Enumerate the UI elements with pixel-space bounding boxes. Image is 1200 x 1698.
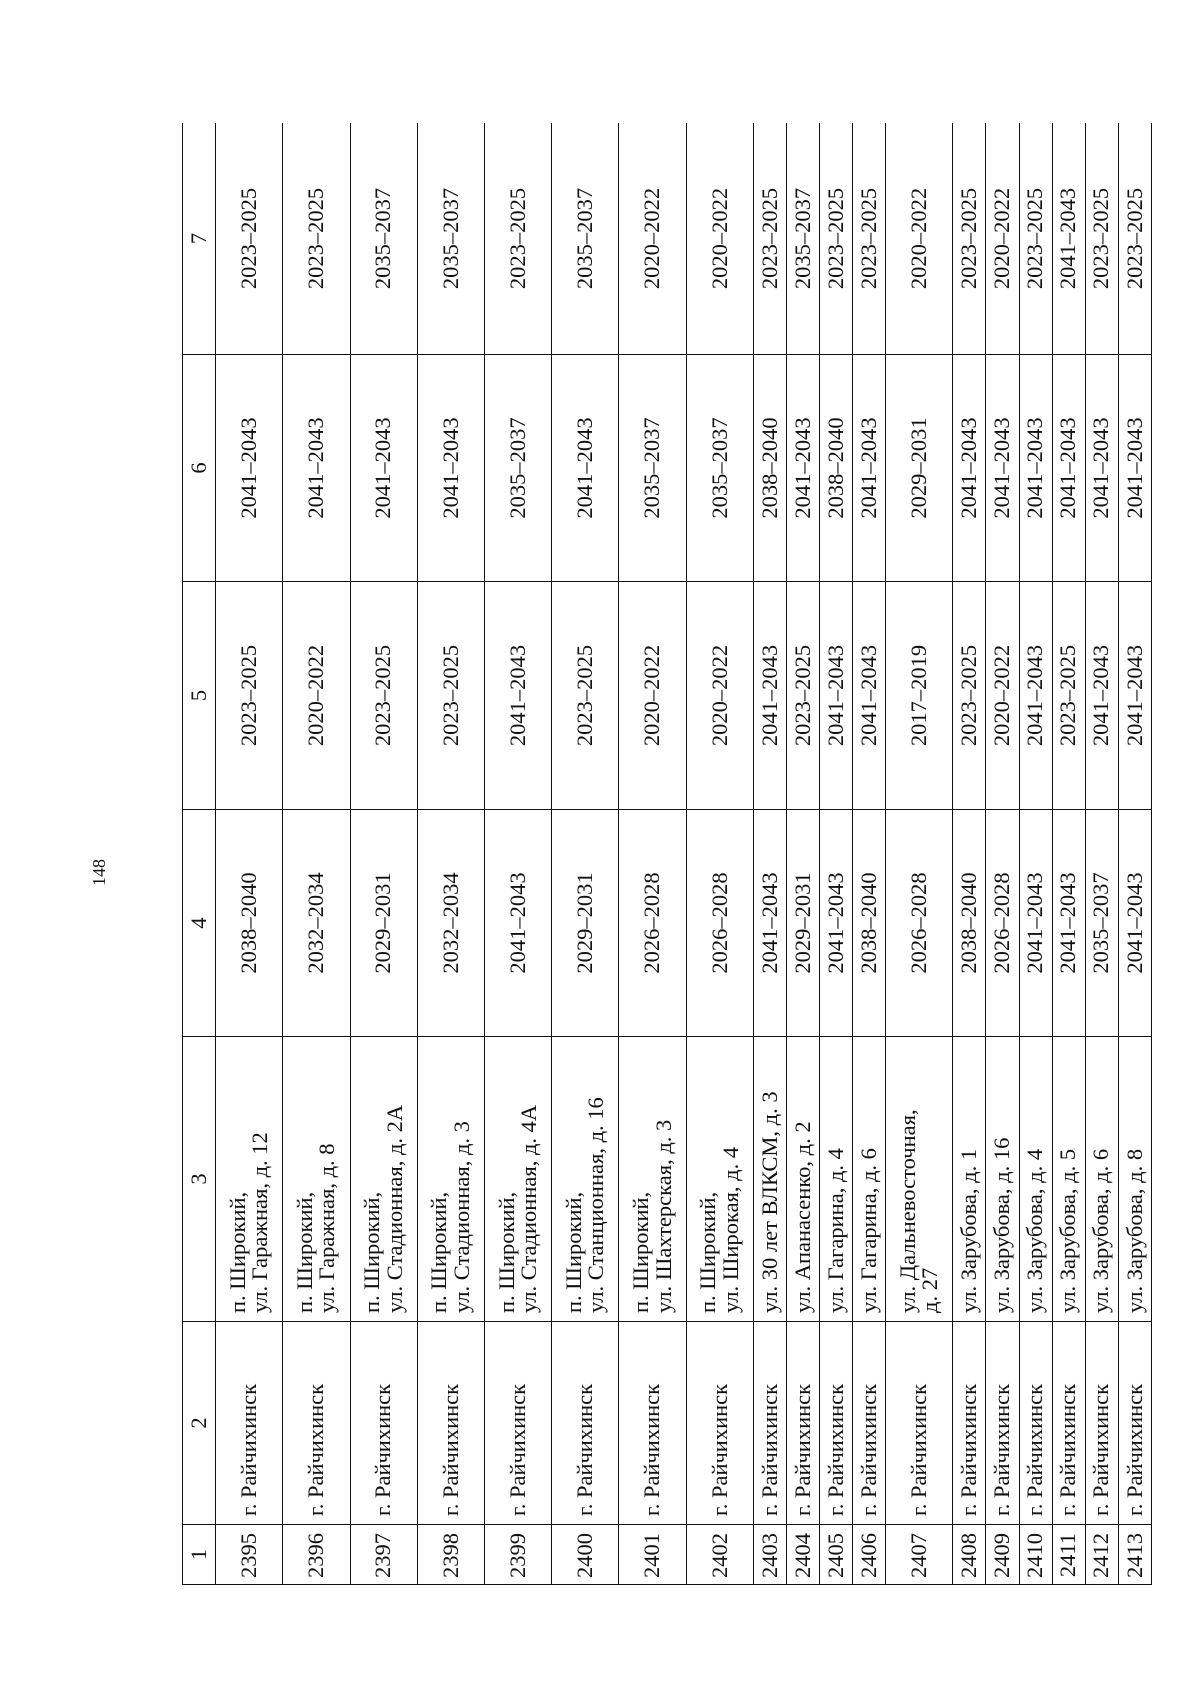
address-line: ул. Стадионная, д. 3 (448, 1121, 474, 1313)
period-cell-col7: 2020–2022 (619, 123, 686, 355)
row-number-cell: 2403 (753, 1525, 786, 1585)
period-cell-col4: 2041–2043 (1118, 810, 1151, 1037)
period-cell-col7: 2041–2043 (1052, 123, 1085, 355)
row-number-cell: 2408 (953, 1525, 986, 1585)
city-cell: г. Райчихинск (686, 1322, 753, 1525)
period-cell-col6: 2038–2040 (753, 355, 786, 582)
column-header: 5 (183, 582, 216, 810)
address-line: п. Широкий, (224, 1191, 250, 1313)
period-cell-col5: 2041–2043 (853, 582, 886, 810)
table-row (1052, 123, 1085, 1585)
row-number-cell: 2410 (1019, 1525, 1052, 1585)
address-line: ул. Гаражная, д. 8 (314, 1143, 340, 1313)
period-cell-col6: 2041–2043 (986, 355, 1019, 582)
period-cell-col7: 2035–2037 (350, 123, 417, 355)
address-cell (853, 1037, 886, 1322)
period-cell-col7: 2023–2025 (1085, 123, 1118, 355)
address-line: п. Широкий, (493, 1191, 519, 1313)
header-row (183, 123, 216, 1585)
city-cell: г. Райчихинск (886, 1322, 953, 1525)
column-header: 6 (183, 355, 216, 582)
period-cell-col4: 2029–2031 (350, 810, 417, 1037)
city-cell: г. Райчихинск (1019, 1322, 1052, 1525)
period-cell-col5: 2023–2025 (216, 582, 283, 810)
period-cell-col4: 2041–2043 (820, 810, 853, 1037)
row-number-cell: 2407 (886, 1525, 953, 1585)
city-cell: г. Райчихинск (619, 1322, 686, 1525)
row-number-cell: 2412 (1085, 1525, 1118, 1585)
period-cell-col5: 2023–2025 (417, 582, 484, 810)
table-row (1019, 123, 1052, 1585)
period-cell-col6: 2041–2043 (417, 355, 484, 582)
document-table-frame (182, 123, 1152, 1585)
table-row (485, 123, 552, 1585)
column-header: 3 (183, 1037, 216, 1322)
period-cell-col4: 2029–2031 (552, 810, 619, 1037)
row-number-cell: 2402 (686, 1525, 753, 1585)
address-line: п. Широкий, (560, 1191, 586, 1313)
period-cell-col7: 2020–2022 (986, 123, 1019, 355)
period-cell-col7: 2020–2022 (686, 123, 753, 355)
address-line: д. 27 (917, 1267, 943, 1313)
period-cell-col4: 2041–2043 (1019, 810, 1052, 1037)
period-cell-col6: 2041–2043 (853, 355, 886, 582)
address-line: ул. Зарубова, д. 5 (1055, 1148, 1081, 1313)
address-line: ул. Шахтерская, д. 3 (650, 1119, 676, 1313)
city-cell: г. Райчихинск (787, 1322, 820, 1525)
period-cell-col4: 2038–2040 (853, 810, 886, 1037)
row-number-cell: 2398 (417, 1525, 484, 1585)
address-line: ул. Стадионная, д. 2А (381, 1104, 407, 1313)
row-number-cell: 2396 (283, 1525, 350, 1585)
table-row (552, 123, 619, 1585)
city-cell: г. Райчихинск (1118, 1322, 1151, 1525)
address-line: ул. Зарубова, д. 16 (989, 1137, 1015, 1313)
period-cell-col4: 2041–2043 (753, 810, 786, 1037)
address-line: п. Широкий, (359, 1191, 385, 1313)
address-cell (753, 1037, 786, 1322)
address-line: ул. Станционная, д. 16 (583, 1097, 609, 1313)
period-cell-col4: 2026–2028 (686, 810, 753, 1037)
address-cell (216, 1037, 283, 1322)
period-cell-col4: 2029–2031 (787, 810, 820, 1037)
address-cell (1118, 1037, 1151, 1322)
period-cell-col7: 2023–2025 (953, 123, 986, 355)
period-cell-col5: 2041–2043 (1118, 582, 1151, 810)
table-row (283, 123, 350, 1585)
row-number-cell: 2395 (216, 1525, 283, 1585)
period-cell-col6: 2041–2043 (216, 355, 283, 582)
period-cell-col6: 2041–2043 (1019, 355, 1052, 582)
period-cell-col5: 2023–2025 (552, 582, 619, 810)
period-cell-col5: 2041–2043 (1019, 582, 1052, 810)
period-cell-col4: 2038–2040 (216, 810, 283, 1037)
period-cell-col6: 2041–2043 (787, 355, 820, 582)
row-number-cell: 2413 (1118, 1525, 1151, 1585)
address-line: ул. Зарубова, д. 4 (1022, 1148, 1048, 1313)
table-row (853, 123, 886, 1585)
period-cell-col7: 2020–2022 (886, 123, 953, 355)
city-cell: г. Райчихинск (1052, 1322, 1085, 1525)
address-line: ул. Апанасенко, д. 2 (789, 1121, 815, 1313)
table-row (1085, 123, 1118, 1585)
period-cell-col6: 2041–2043 (350, 355, 417, 582)
period-cell-col5: 2041–2043 (485, 582, 552, 810)
period-cell-col5: 2041–2043 (820, 582, 853, 810)
period-cell-col7: 2023–2025 (820, 123, 853, 355)
period-cell-col4: 2038–2040 (953, 810, 986, 1037)
period-cell-col5: 2041–2043 (1085, 582, 1118, 810)
address-line: ул. Гаражная, д. 12 (247, 1132, 273, 1313)
row-number-cell: 2405 (820, 1525, 853, 1585)
period-cell-col6: 2035–2037 (485, 355, 552, 582)
address-cell (1085, 1037, 1118, 1322)
period-cell-col4: 2035–2037 (1085, 810, 1118, 1037)
period-cell-col5: 2017–2019 (886, 582, 953, 810)
table-row (886, 123, 953, 1585)
city-cell: г. Райчихинск (1085, 1322, 1118, 1525)
period-cell-col6: 2035–2037 (686, 355, 753, 582)
city-cell: г. Райчихинск (485, 1322, 552, 1525)
table-row (686, 123, 753, 1585)
table-row (619, 123, 686, 1585)
row-number-cell: 2400 (552, 1525, 619, 1585)
address-cell (787, 1037, 820, 1322)
period-cell-col5: 2020–2022 (283, 582, 350, 810)
period-cell-col6: 2041–2043 (953, 355, 986, 582)
row-number-cell: 2406 (853, 1525, 886, 1585)
table-row (350, 123, 417, 1585)
address-line: ул. 30 лет ВЛКСМ, д. 3 (756, 1091, 782, 1313)
period-cell-col5: 2020–2022 (686, 582, 753, 810)
address-cell (283, 1037, 350, 1322)
table-row (1118, 123, 1151, 1585)
column-header: 7 (183, 123, 216, 355)
address-cell (485, 1037, 552, 1322)
table-row (753, 123, 786, 1585)
period-cell-col6: 2041–2043 (1052, 355, 1085, 582)
city-cell: г. Райчихинск (953, 1322, 986, 1525)
city-cell: г. Райчихинск (350, 1322, 417, 1525)
address-cell (350, 1037, 417, 1322)
period-cell-col6: 2041–2043 (1118, 355, 1151, 582)
city-cell: г. Райчихинск (283, 1322, 350, 1525)
table-row (787, 123, 820, 1585)
address-line: п. Широкий, (695, 1191, 721, 1313)
address-line: п. Широкий, (628, 1191, 654, 1313)
period-cell-col7: 2023–2025 (283, 123, 350, 355)
column-header: 1 (183, 1525, 216, 1585)
address-line: ул. Стадионная, д. 4А (516, 1104, 542, 1313)
address-cell (953, 1037, 986, 1322)
address-cell (552, 1037, 619, 1322)
period-cell-col7: 2023–2025 (216, 123, 283, 355)
period-cell-col7: 2023–2025 (1019, 123, 1052, 355)
period-cell-col6: 2038–2040 (820, 355, 853, 582)
city-cell: г. Райчихинск (986, 1322, 1019, 1525)
period-cell-col6: 2041–2043 (283, 355, 350, 582)
address-cell (820, 1037, 853, 1322)
period-cell-col6: 2029–2031 (886, 355, 953, 582)
rotated-table-container (182, 123, 1152, 1585)
period-cell-col7: 2023–2025 (1118, 123, 1151, 355)
address-line: ул. Дальневосточная, (894, 1109, 920, 1313)
period-cell-col5: 2023–2025 (953, 582, 986, 810)
table-body (183, 123, 1152, 1585)
period-cell-col4: 2041–2043 (485, 810, 552, 1037)
housing-register-table (182, 123, 1152, 1585)
period-cell-col5: 2041–2043 (753, 582, 786, 810)
period-cell-col4: 2032–2034 (417, 810, 484, 1037)
address-line: п. Широкий, (291, 1191, 317, 1313)
row-number-cell: 2401 (619, 1525, 686, 1585)
city-cell: г. Райчихинск (853, 1322, 886, 1525)
table-row (417, 123, 484, 1585)
period-cell-col6: 2035–2037 (619, 355, 686, 582)
address-cell (619, 1037, 686, 1322)
address-line: ул. Гагарина, д. 6 (855, 1148, 881, 1313)
column-header: 2 (183, 1322, 216, 1525)
period-cell-col7: 2035–2037 (787, 123, 820, 355)
row-number-cell: 2409 (986, 1525, 1019, 1585)
city-cell: г. Райчихинск (216, 1322, 283, 1525)
city-cell: г. Райчихинск (820, 1322, 853, 1525)
period-cell-col4: 2041–2043 (1052, 810, 1085, 1037)
address-cell (1052, 1037, 1085, 1322)
address-line: ул. Зарубова, д. 6 (1088, 1148, 1114, 1313)
address-line: ул. Зарубова, д. 8 (1121, 1148, 1147, 1313)
address-line: ул. Зарубова, д. 1 (956, 1148, 982, 1313)
period-cell-col7: 2035–2037 (417, 123, 484, 355)
page-number: 148 (89, 859, 109, 886)
period-cell-col6: 2041–2043 (552, 355, 619, 582)
table-row (216, 123, 283, 1585)
period-cell-col4: 2032–2034 (283, 810, 350, 1037)
period-cell-col5: 2023–2025 (1052, 582, 1085, 810)
period-cell-col6: 2041–2043 (1085, 355, 1118, 582)
period-cell-col7: 2035–2037 (552, 123, 619, 355)
period-cell-col7: 2023–2025 (485, 123, 552, 355)
row-number-cell: 2411 (1052, 1525, 1085, 1585)
period-cell-col5: 2023–2025 (350, 582, 417, 810)
column-header: 4 (183, 810, 216, 1037)
row-number-cell: 2399 (485, 1525, 552, 1585)
address-line: ул. Гагарина, д. 4 (822, 1148, 848, 1313)
address-cell (686, 1037, 753, 1322)
period-cell-col4: 2026–2028 (619, 810, 686, 1037)
address-line: п. Широкий, (426, 1191, 452, 1313)
address-cell (1019, 1037, 1052, 1322)
period-cell-col5: 2020–2022 (986, 582, 1019, 810)
row-number-cell: 2404 (787, 1525, 820, 1585)
period-cell-col5: 2020–2022 (619, 582, 686, 810)
row-number-cell: 2397 (350, 1525, 417, 1585)
city-cell: г. Райчихинск (753, 1322, 786, 1525)
address-line: ул. Широкая, д. 4 (717, 1146, 743, 1313)
period-cell-col4: 2026–2028 (986, 810, 1019, 1037)
city-cell: г. Райчихинск (417, 1322, 484, 1525)
table-row (986, 123, 1019, 1585)
address-cell (886, 1037, 953, 1322)
table-row (820, 123, 853, 1585)
address-cell (986, 1037, 1019, 1322)
period-cell-col5: 2023–2025 (787, 582, 820, 810)
table-row (953, 123, 986, 1585)
period-cell-col4: 2026–2028 (886, 810, 953, 1037)
period-cell-col7: 2023–2025 (753, 123, 786, 355)
city-cell: г. Райчихинск (552, 1322, 619, 1525)
address-cell (417, 1037, 484, 1322)
period-cell-col7: 2023–2025 (853, 123, 886, 355)
